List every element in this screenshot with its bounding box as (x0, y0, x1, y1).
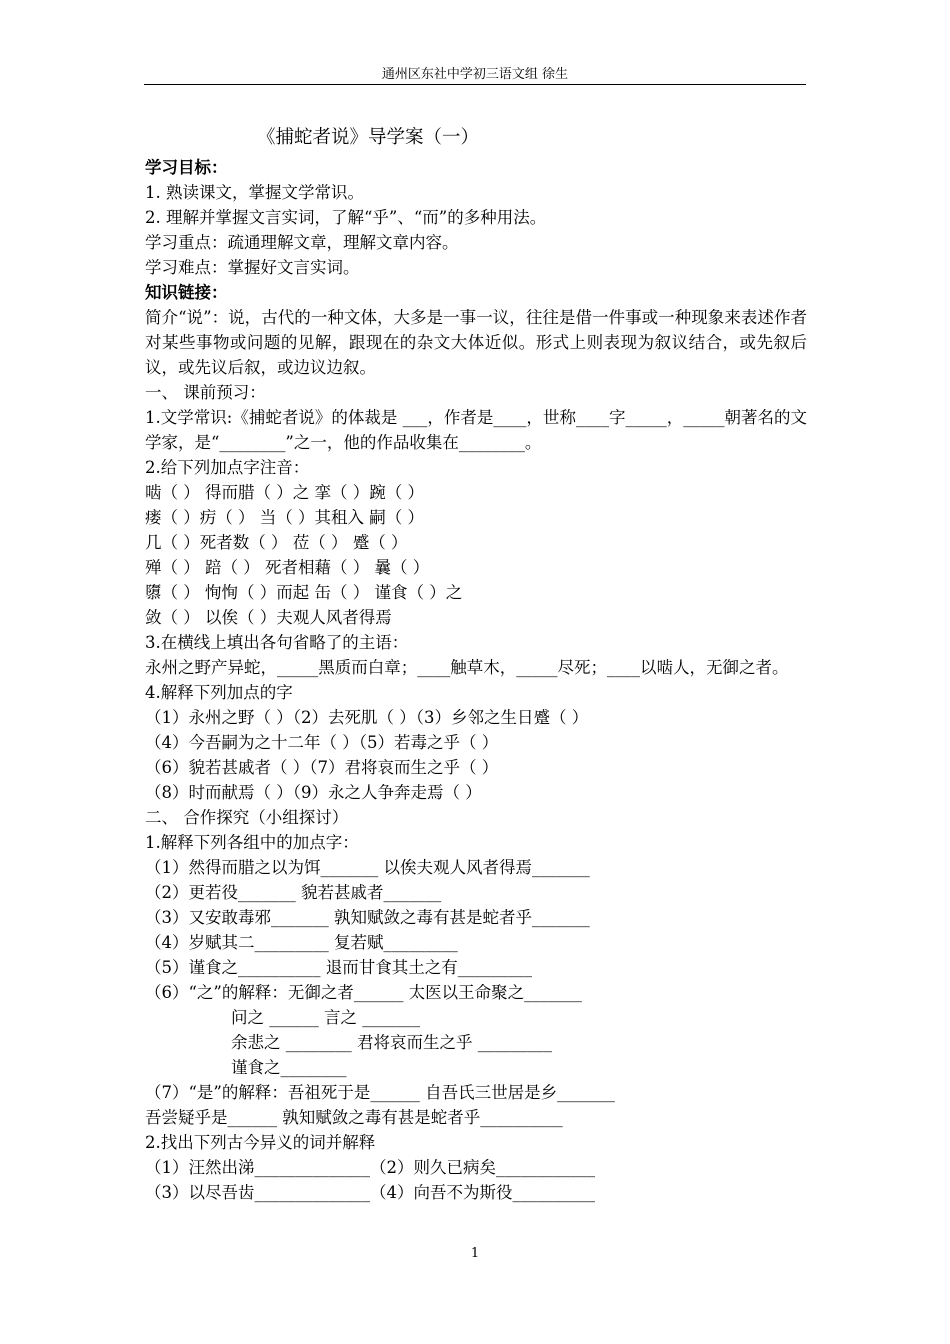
word-group-row: 谨食之________ (231, 1058, 347, 1077)
section-heading-preview: 一、 课前预习： (145, 383, 266, 402)
word-group-row: （5）谨食之__________ 退而甘食其土之有_________ (145, 958, 532, 977)
key-point: 学习重点：疏通理解文章，理解文章内容。 (145, 233, 459, 252)
word-group-row: （2）更若役_______ 貌若甚戚者_______ (145, 883, 442, 902)
explain-row: （4）今吾嗣为之十二年（ ）（5）若毒之乎（ ） (145, 733, 499, 752)
question-heading: 4.解释下列加点的字 (145, 683, 293, 702)
intro-paragraph: 简介“说”：说，古代的一种文体，大多是一事一议，往往是借一件事或一种现象来表述作者对某些事物或问题的见解，跟现在的杂文大体近似。形式上则表现为叙议结合，或先叙后议，或先议后叙，或边议边叙。 (145, 308, 807, 377)
word-group-row: （4）岁赋其二_________ 复若赋_________ (145, 933, 458, 952)
explain-row: （1）永州之野（ ）（2）去死肌（ ）（3）乡邻之生日蹙（ ） (145, 708, 589, 727)
section-heading-links: 知识链接： (145, 283, 228, 302)
goal-item: 2. 理解并掌握文言实词，了解“乎”、“而”的多种用法。 (145, 208, 547, 227)
word-group-row: （7）“是”的解释：吾祖死于是______ 自吾氏三世居是乡_______ (145, 1083, 615, 1102)
word-group-row: （3）又安敢毒邪_______ 孰知赋敛之毒有甚是蛇者乎_______ (145, 908, 590, 927)
pronunciation-row: 啮（ ） 得而腊（ ）之 挛（ ）踠（ ） (145, 483, 424, 502)
literary-knowledge-question: 1.文学常识:《捕蛇者说》的体裁是 ___，作者是____，世称____字_____，_____朝著名的文学家，是“________”之一，他的作品收集在________。 (145, 408, 807, 452)
question-heading: 1.解释下列各组中的加点字： (145, 833, 359, 852)
word-group-row: 问之 ______ 言之 _______ (231, 1008, 420, 1027)
ancient-modern-row: （1）汪然出涕______________（2）则久已病矣____________ (145, 1158, 595, 1177)
word-group-row: （1）然得而腊之以为饵_______ 以俟夫观人风者得焉_______ (145, 858, 590, 877)
ancient-modern-row: （3）以尽吾齿______________（4）向吾不为斯役__________ (145, 1183, 595, 1202)
section-heading-goals: 学习目标： (145, 158, 228, 177)
explain-row: （6）貌若甚戚者（ ）（7）君将哀而生之乎（ ） (145, 758, 499, 777)
pronunciation-row: 瘘（ ）疠（ ） 当（ ）其租入 嗣（ ） (145, 508, 424, 527)
word-group-row: （6）“之”的解释：无御之者______ 太医以王命聚之_______ (145, 983, 582, 1002)
question-heading: 3.在横线上填出各句省略了的主语： (145, 633, 409, 652)
subject-fill-question: 永州之野产异蛇，_____黑质而白章；____触草木，_____尽死；____以啮人，无御之者。 (145, 658, 789, 677)
difficult-point: 学习难点：掌握好文言实词。 (145, 258, 360, 277)
section-heading-cooperation: 二、 合作探究（小组探讨） (145, 808, 349, 827)
word-group-row: 吾尝疑乎是______ 孰知赋敛之毒有甚是蛇者乎__________ (145, 1108, 563, 1127)
header-rule (144, 84, 806, 85)
document-body (145, 125, 807, 1205)
pronunciation-row: 几（ ）死者数（ ） 莅（ ） 蹙（ ） (145, 533, 408, 552)
goal-item: 1. 熟读课文，掌握文学常识。 (145, 183, 364, 202)
page-header: 通州区东社中学初三语文组 徐生 (381, 67, 569, 82)
pronunciation-row: 殚（ ） 踣（ ） 死者相藉（ ） 曩（ ） (145, 558, 430, 577)
word-group-row: 余悲之 ________ 君将哀而生之乎 _________ (231, 1033, 552, 1052)
explain-row: （8）时而献焉（ ）（9）永之人争奔走焉（ ） (145, 783, 482, 802)
pronunciation-row: 隳（ ） 恂恂（ ）而起 缶（ ） 谨食（ ）之 (145, 583, 463, 602)
page-number: 1 (470, 1246, 480, 1261)
question-heading: 2.找出下列古今异义的词并解释 (145, 1133, 376, 1152)
question-heading: 2.给下列加点字注音： (145, 458, 310, 477)
document-title: 《捕蛇者说》导学案（一） (257, 127, 480, 148)
pronunciation-row: 敛（ ） 以俟（ ）夫观人风者得焉 (145, 608, 392, 627)
